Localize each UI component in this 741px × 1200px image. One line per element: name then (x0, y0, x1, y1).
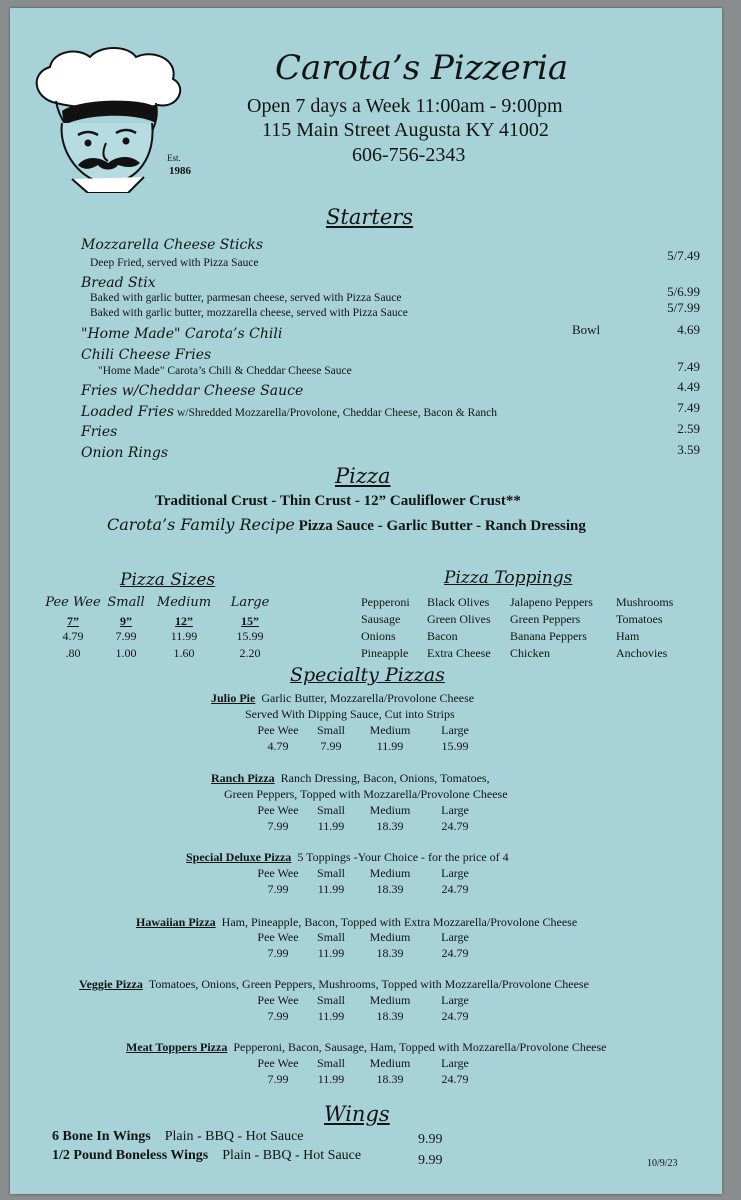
topping: Black Olives (427, 595, 490, 609)
size-price: 4.79 (62, 629, 84, 643)
size-name: Pee Wee (45, 595, 101, 610)
topping: Bacon (427, 629, 458, 643)
size-label: Medium (369, 1056, 411, 1070)
size-label: Medium (369, 993, 411, 1007)
starter-price: 7.49 (677, 359, 700, 374)
chef-logo (28, 43, 188, 193)
wings-title: Wings (324, 1102, 390, 1126)
topping: Onions (361, 629, 396, 643)
topping: Jalapeno Peppers (510, 595, 593, 609)
topping: Green Olives (427, 612, 491, 626)
specialty-prices (249, 1009, 485, 1024)
starter-desc: Deep Fried, served with Pizza Sauce (90, 257, 259, 269)
size-label: Small (316, 993, 345, 1007)
wing-name: 6 Bone In Wings (52, 1129, 151, 1144)
starter-bread-stix: Bread Stix (81, 275, 156, 291)
size-label: Pee Wee (257, 803, 299, 817)
price: 15.99 (441, 739, 469, 753)
size-label: Pee Wee (257, 993, 299, 1007)
specialty-item (79, 977, 589, 992)
price: 11.99 (317, 882, 345, 896)
specialty-name: Meat Toppers Pizza (126, 1040, 228, 1054)
starter-fries-cheddar: Fries w/Cheddar Cheese Sauce (81, 383, 304, 399)
specialty-prices (249, 739, 485, 754)
starter-chili-cheese-fries: Chili Cheese Fries (81, 347, 212, 363)
price: 24.79 (441, 819, 469, 833)
specialty-name: Hawaiian Pizza (136, 915, 216, 929)
size-price: 7.99 (115, 629, 137, 643)
topping: Chicken (510, 646, 550, 660)
specialty-name: Veggie Pizza (79, 977, 143, 991)
specialty-desc: Garlic Butter, Mozzarella/Provolone Cheese (261, 691, 475, 705)
price: 24.79 (441, 1009, 469, 1023)
price: 4.79 (267, 739, 289, 753)
recipe-script: Carota’s Family Recipe (107, 515, 295, 534)
specialty-name: Julio Pie (211, 691, 256, 705)
size-label: Pee Wee (257, 723, 299, 737)
size-label: Large (441, 866, 469, 880)
topping-price: 1.60 (173, 646, 195, 660)
specialty-item (136, 915, 577, 930)
hours-text: Open 7 days a Week 11:00am - 9:00pm (247, 95, 563, 117)
price: 11.99 (317, 819, 345, 833)
wing-name: 1/2 Pound Boneless Wings (52, 1148, 209, 1163)
size-inch: 12” (175, 614, 193, 628)
topping: Anchovies (616, 646, 668, 660)
price: 24.79 (441, 882, 469, 896)
price: 24.79 (441, 1072, 469, 1086)
price: 11.99 (317, 1072, 345, 1086)
specialty-size-labels (249, 1056, 485, 1071)
price: 11.99 (317, 946, 345, 960)
starters-title: Starters (326, 205, 414, 229)
starter-price: 5/7.49 (667, 248, 700, 263)
sizes-title: Pizza Sizes (120, 570, 216, 590)
starter-chili: "Home Made" Carota’s Chili (81, 326, 283, 342)
specialty-size-labels (249, 866, 485, 881)
specialty-item (186, 850, 509, 865)
topping: Banana Peppers (510, 629, 587, 643)
price: 18.39 (376, 1072, 404, 1086)
topping-price: 2.20 (239, 646, 261, 660)
starter-fries: Fries (81, 424, 118, 440)
specialty-desc2: Green Peppers, Topped with Mozzarella/Provolone Cheese (224, 787, 508, 801)
size-price: 11.99 (170, 629, 198, 643)
size-label: Medium (369, 803, 411, 817)
specialty-prices (249, 946, 485, 961)
size-label: Large (441, 723, 469, 737)
est-label: Est. (167, 153, 181, 163)
starter-desc: w/Shredded Mozzarella/Provolone, Cheddar Cheese, Bacon & Ranch (174, 407, 497, 419)
specialty-prices (249, 819, 485, 834)
specialty-desc: 5 Toppings -Your Choice - for the price of 4 (297, 850, 509, 864)
starter-desc: Baked with garlic butter, parmesan cheese, served with Pizza Sauce (90, 292, 402, 304)
size-label: Medium (369, 866, 411, 880)
wing-options: Plain - BBQ - Hot Sauce (164, 1129, 304, 1144)
recipe-line (107, 515, 586, 535)
topping: Ham (616, 629, 640, 643)
specialty-name: Ranch Pizza (211, 771, 275, 785)
size-names (44, 595, 282, 610)
size-label: Small (316, 866, 345, 880)
specialty-size-labels (249, 993, 485, 1008)
wing-item (52, 1129, 304, 1145)
topping: Green Peppers (510, 612, 581, 626)
starter-desc: "Home Made" Carota’s Chili & Cheddar Cheese Sauce (98, 365, 352, 377)
price: 7.99 (267, 1009, 289, 1023)
starter-desc: Baked with garlic butter, mozzarella cheese, served with Pizza Sauce (90, 307, 408, 319)
size-label: Pee Wee (257, 866, 299, 880)
price: 7.99 (320, 739, 342, 753)
phone-text: 606-756-2343 (352, 144, 466, 166)
size-prices (44, 629, 282, 644)
price: 11.99 (376, 739, 404, 753)
size-name: Small (107, 595, 145, 610)
size-price: 15.99 (236, 629, 264, 643)
price: 18.39 (376, 882, 404, 896)
topping: Pineapple (361, 646, 409, 660)
menu-date: 10/9/23 (647, 1158, 678, 1169)
specialty-item (126, 1040, 607, 1055)
specialty-size-labels (249, 930, 485, 945)
size-label: Small (316, 930, 345, 944)
price: 7.99 (267, 882, 289, 896)
starter-price: 5/7.99 (667, 300, 700, 315)
starter-size: Bowl (572, 322, 601, 337)
price: 7.99 (267, 819, 289, 833)
size-label: Large (441, 930, 469, 944)
crust-options: Traditional Crust - Thin Crust - 12” Cauliflower Crust** (155, 493, 521, 509)
menu-page (10, 8, 722, 1194)
starter-mozz-sticks: Mozzarella Cheese Sticks (81, 237, 264, 253)
size-label: Large (441, 803, 469, 817)
price: 18.39 (376, 819, 404, 833)
specialty-size-labels (249, 723, 485, 738)
wing-price: 9.99 (418, 1153, 443, 1168)
topping: Sausage (361, 612, 401, 626)
specialty-desc: Ham, Pineapple, Bacon, Topped with Extra Mozzarella/Provolone Cheese (221, 915, 578, 929)
size-label: Large (441, 993, 469, 1007)
est-year: 1986 (169, 165, 191, 177)
starter-price: 5/6.99 (667, 284, 700, 299)
starter-onion-rings: Onion Rings (81, 445, 169, 461)
price: 18.39 (376, 1009, 404, 1023)
price: 7.99 (267, 946, 289, 960)
size-label: Large (441, 1056, 469, 1070)
price: 11.99 (317, 1009, 345, 1023)
address-text: 115 Main Street Augusta KY 41002 (262, 119, 549, 141)
starter-price: 3.59 (677, 442, 700, 457)
topping-price: 1.00 (115, 646, 137, 660)
price: 18.39 (376, 946, 404, 960)
specialty-desc: Ranch Dressing, Bacon, Onions, Tomatoes, (280, 771, 490, 785)
specialty-title: Specialty Pizzas (290, 664, 445, 686)
starter-loaded-fries (81, 403, 497, 421)
specialty-item (211, 691, 474, 706)
size-label: Medium (369, 930, 411, 944)
wing-item (52, 1148, 361, 1164)
wing-options: Plain - BBQ - Hot Sauce (222, 1148, 362, 1163)
size-label: Pee Wee (257, 1056, 299, 1070)
starter-name: Loaded Fries (81, 404, 175, 420)
specialty-desc2: Served With Dipping Sauce, Cut into Strips (245, 707, 455, 721)
topping-prices (44, 646, 282, 661)
topping-price: .80 (65, 646, 81, 660)
starter-price: 2.59 (677, 421, 700, 436)
specialty-name: Special Deluxe Pizza (186, 850, 292, 864)
specialty-desc: Tomatoes, Onions, Green Peppers, Mushrooms, Topped with Mozzarella/Provolone Cheese (148, 977, 589, 991)
size-label: Small (316, 1056, 345, 1070)
size-name: Large (230, 595, 270, 610)
starter-price: 4.69 (677, 322, 700, 337)
specialty-prices (249, 1072, 485, 1087)
toppings-title: Pizza Toppings (444, 568, 573, 588)
toppings-list (361, 595, 696, 661)
price: 24.79 (441, 946, 469, 960)
size-label: Small (316, 803, 345, 817)
size-inch: 15” (241, 614, 259, 628)
topping: Extra Cheese (427, 646, 491, 660)
wing-price: 9.99 (418, 1132, 443, 1147)
topping: Mushrooms (616, 595, 674, 609)
restaurant-title: Carota’s Pizzeria (275, 48, 569, 88)
specialty-prices (249, 882, 485, 897)
topping: Pepperoni (361, 595, 410, 609)
price: 7.99 (267, 1072, 289, 1086)
size-inch: 9” (120, 614, 132, 628)
pizza-title: Pizza (335, 464, 391, 488)
starter-price: 7.49 (677, 400, 700, 415)
size-label: Small (316, 723, 345, 737)
size-label: Pee Wee (257, 930, 299, 944)
size-inch: 7” (67, 614, 79, 628)
recipe-rest: Pizza Sauce - Garlic Butter - Ranch Dressing (294, 518, 586, 534)
size-label: Medium (369, 723, 411, 737)
specialty-item (211, 771, 490, 786)
size-name: Medium (156, 595, 212, 610)
topping: Tomatoes (616, 612, 663, 626)
specialty-size-labels (249, 803, 485, 818)
starter-price: 4.49 (677, 379, 700, 394)
specialty-desc: Pepperoni, Bacon, Sausage, Ham, Topped with Mozzarella/Provolone Cheese (233, 1040, 607, 1054)
size-inches (44, 614, 282, 629)
